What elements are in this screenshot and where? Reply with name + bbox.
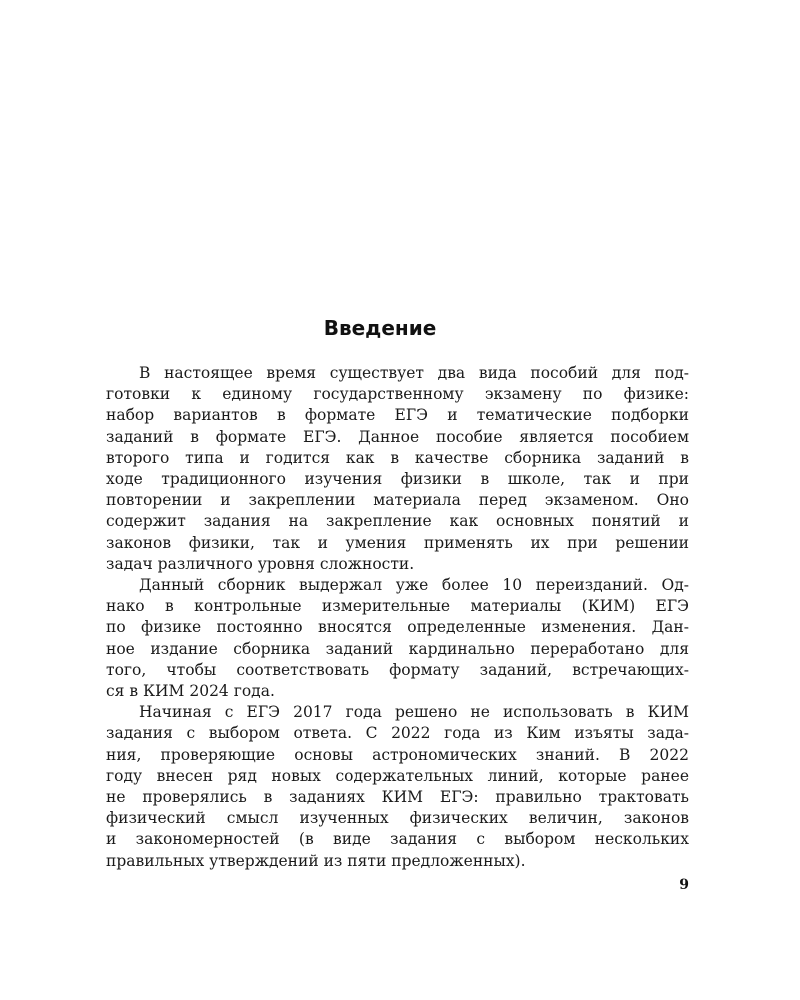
- text-line: нако в контрольные измерительные материалы (КИМ) ЕГЭ: [106, 597, 689, 616]
- text-line: задания с выбором ответа. С 2022 года из Ким изъяты зада-: [106, 724, 689, 743]
- text-line: Данный сборник выдержал уже более 10 переизданий. Од-: [139, 576, 689, 595]
- text-line: того, чтобы соответствовать формату заданий, встречающих-: [106, 660, 689, 679]
- text-line: второго типа и годится как в качестве сборника заданий в: [106, 448, 689, 467]
- page-title: Введение: [323, 316, 437, 340]
- text-line: набор вариантов в формате ЕГЭ и тематические подборки: [106, 406, 689, 425]
- paragraph-1: [73, 363, 689, 575]
- text-line: году внесен ряд новых содержательных линий, которые ранее: [106, 766, 689, 785]
- text-line: заданий в формате ЕГЭ. Данное пособие является пособием: [106, 427, 689, 446]
- text-line: правильных утверждений из пяти предложенных).: [106, 851, 526, 870]
- paragraph-2: [73, 575, 689, 702]
- text-line: задач различного уровня сложности.: [106, 554, 415, 573]
- text-line: ся в КИМ 2024 года.: [106, 682, 275, 701]
- body-text: [73, 363, 689, 872]
- text-line: ное издание сборника заданий кардинально переработано для: [106, 639, 689, 658]
- text-line: не проверялись в заданиях КИМ ЕГЭ: правильно трактовать: [106, 788, 689, 807]
- text-line: готовки к единому государственному экзамену по физике:: [106, 385, 689, 404]
- text-line: и закономерностей (в виде задания с выбором нескольких: [106, 830, 689, 849]
- text-line: Начиная с ЕГЭ 2017 года решено не использовать в КИМ: [139, 703, 689, 722]
- text-line: по физике постоянно вносятся определенные изменения. Дан-: [106, 618, 689, 637]
- text-line: повторении и закреплении материала перед экзаменом. Оно: [106, 491, 689, 510]
- paragraph-3: [73, 702, 689, 872]
- text-line: В настоящее время существует два вида пособий для под-: [139, 364, 689, 382]
- text-line: физический смысл изученных физических величин, законов: [106, 809, 689, 828]
- text-line: законов физики, так и умения применять их при решении: [106, 533, 689, 552]
- text-line: ния, проверяющие основы астрономических знаний. В 2022: [106, 745, 689, 764]
- text-line: ходе традиционного изучения физики в школе, так и при: [106, 470, 689, 489]
- page-number: 9: [679, 877, 689, 893]
- text-line: содержит задания на закрепление как основных понятий и: [106, 512, 689, 531]
